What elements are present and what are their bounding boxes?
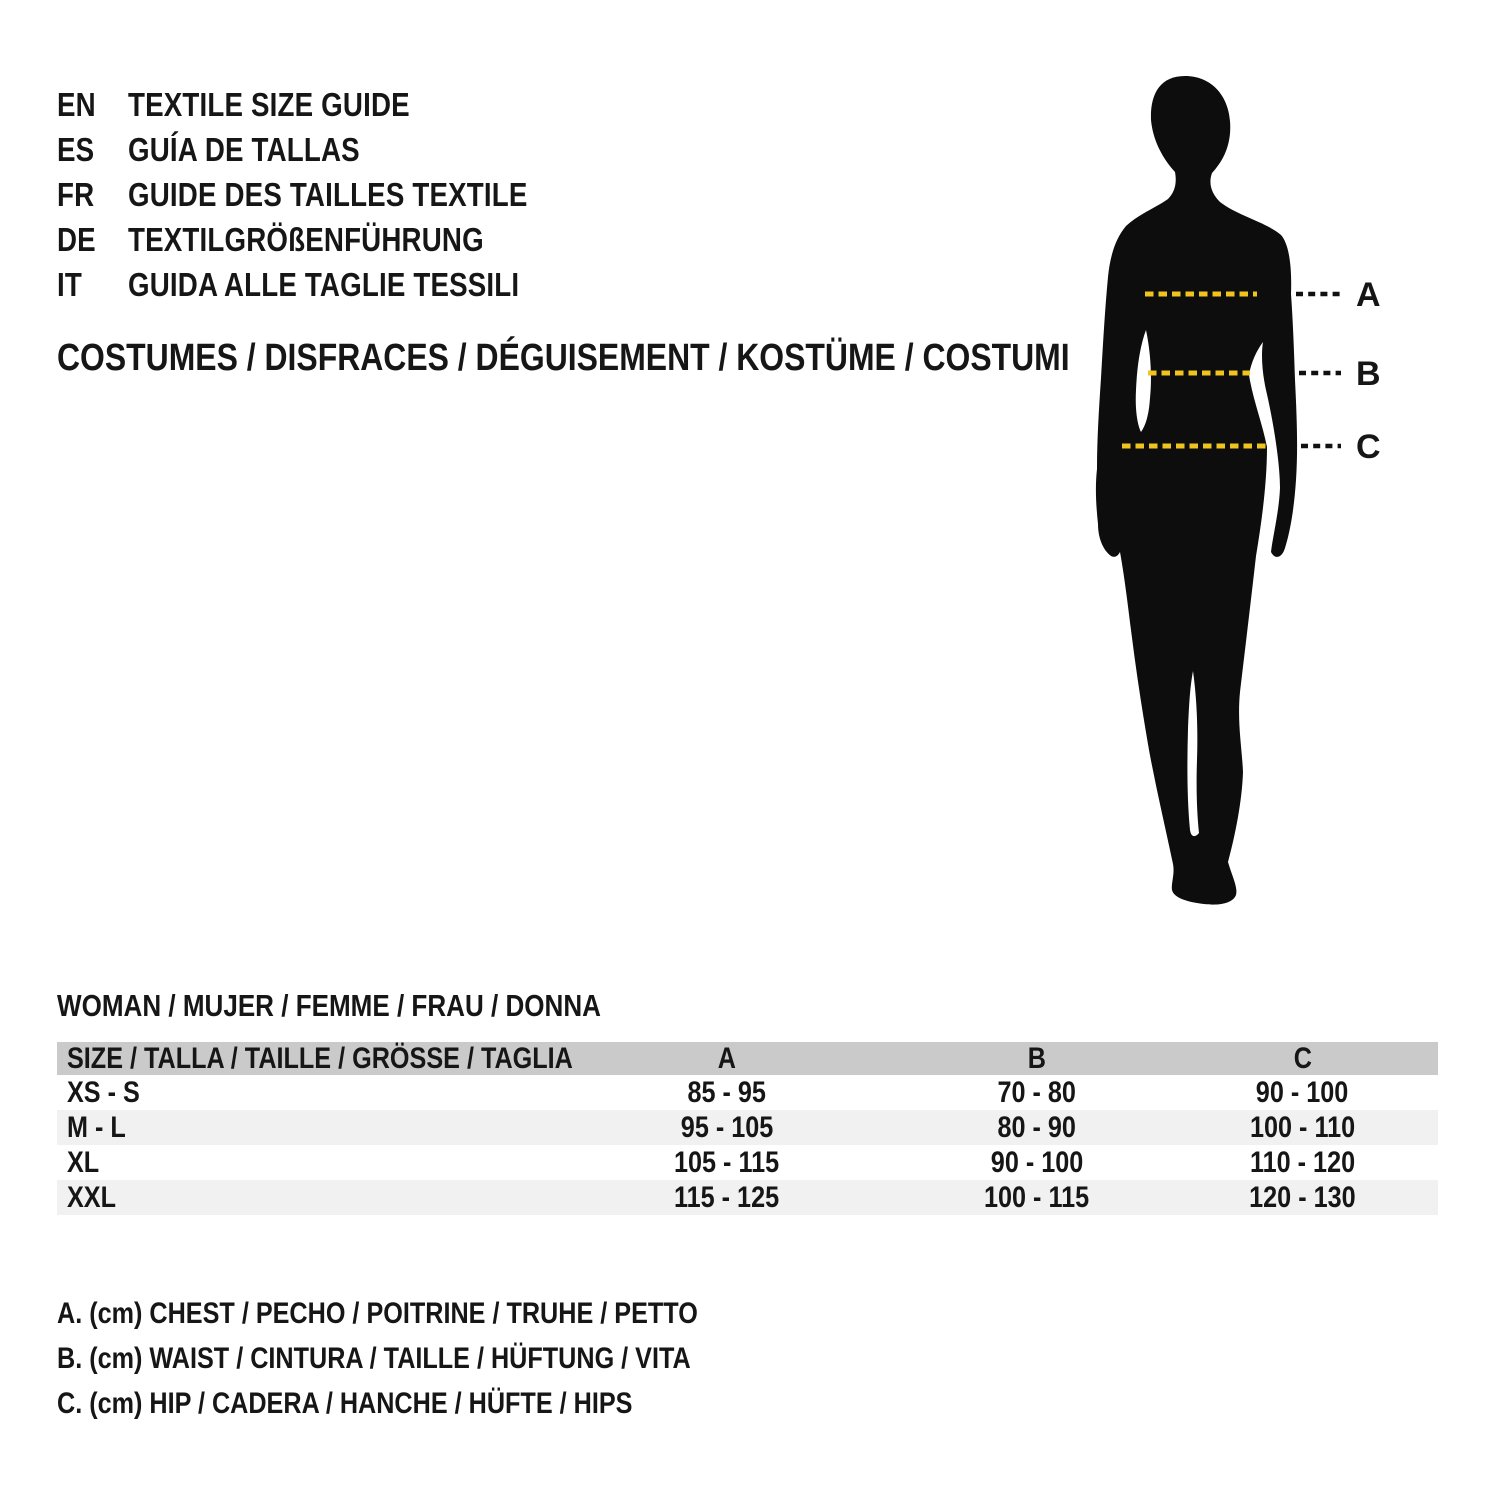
row-value-b: 90 - 100 (990, 1145, 1084, 1179)
row-value-a: 105 - 115 (674, 1145, 780, 1179)
woman-silhouette-figure (1030, 70, 1400, 930)
language-title-list (57, 82, 604, 307)
legend-row-hip (57, 1381, 820, 1426)
measurement-legend (57, 1291, 820, 1426)
legend-row-chest (57, 1291, 820, 1336)
marker-label-hip: C (1356, 428, 1381, 466)
language-title: GUÍA DE TALLAS (128, 130, 360, 168)
language-title: TEXTILE SIZE GUIDE (128, 85, 410, 123)
size-row-xl (57, 1145, 1438, 1180)
row-value-a: 85 - 95 (687, 1075, 767, 1109)
language-row-de (57, 217, 604, 262)
row-size-label: XS - S (67, 1075, 140, 1109)
header-size-label-cell (57, 1042, 573, 1076)
header-col-c (1167, 1042, 1438, 1076)
row-value-c: 90 - 100 (1256, 1075, 1349, 1109)
language-code: ES (57, 130, 95, 168)
size-table (57, 1042, 1438, 1215)
row-value-a: 95 - 105 (680, 1110, 774, 1144)
language-code: IT (57, 265, 82, 303)
language-code: EN (57, 85, 96, 123)
size-table-header (57, 1042, 1438, 1075)
legend-text: B. (cm) WAIST / CINTURA / TAILLE / HÜFTUNG / VITA (57, 1341, 691, 1375)
size-row-xxl (57, 1180, 1438, 1215)
row-value-c: 100 - 110 (1249, 1110, 1356, 1144)
marker-label-waist: B (1356, 355, 1381, 393)
language-title: GUIDA ALLE TAGLIE TESSILI (128, 265, 520, 303)
row-value-b: 100 - 115 (984, 1180, 1090, 1214)
legend-text: C. (cm) HIP / CADERA / HANCHE / HÜFTE / HIPS (57, 1386, 633, 1420)
row-value-c: 110 - 120 (1249, 1145, 1356, 1179)
language-row-es (57, 127, 604, 172)
size-row-xs-s (57, 1075, 1438, 1110)
language-row-en (57, 82, 604, 127)
row-value-b: 80 - 90 (997, 1110, 1077, 1144)
row-value-b: 70 - 80 (997, 1075, 1077, 1109)
language-code: DE (57, 220, 96, 258)
language-title: GUIDE DES TAILLES TEXTILE (128, 175, 528, 213)
size-figure (1030, 70, 1400, 930)
header-col-c-label: C (1293, 1042, 1312, 1075)
marker-label-chest: A (1356, 276, 1381, 314)
header-size-label: SIZE / TALLA / TAILLE / GRÖSSE / TAGLIA (67, 1042, 573, 1075)
row-size-label: M - L (67, 1110, 126, 1144)
header-col-b (907, 1042, 1167, 1076)
size-row-m-l (57, 1110, 1438, 1145)
language-code: FR (57, 175, 95, 213)
language-title: TEXTILGRÖßENFÜHRUNG (128, 220, 484, 258)
section-title-text: WOMAN / MUJER / FEMME / FRAU / DONNA (57, 988, 601, 1023)
row-value-a: 115 - 125 (674, 1180, 780, 1214)
language-row-it (57, 262, 604, 307)
header-col-a-label: A (717, 1042, 737, 1075)
language-row-fr (57, 172, 604, 217)
header-col-a (547, 1042, 907, 1076)
row-size-label: XXL (67, 1180, 117, 1214)
section-title (57, 986, 705, 1026)
category-title-text: COSTUMES / DISFRACES / DÉGUISEMENT / KOSTÜME / COSTUMI (57, 337, 1070, 379)
row-size-label: XL (67, 1145, 100, 1179)
row-value-c: 120 - 130 (1249, 1180, 1356, 1214)
legend-row-waist (57, 1336, 820, 1381)
header-col-b-label: B (1027, 1042, 1047, 1075)
legend-text: A. (cm) CHEST / PECHO / POITRINE / TRUHE / PETTO (57, 1296, 698, 1330)
